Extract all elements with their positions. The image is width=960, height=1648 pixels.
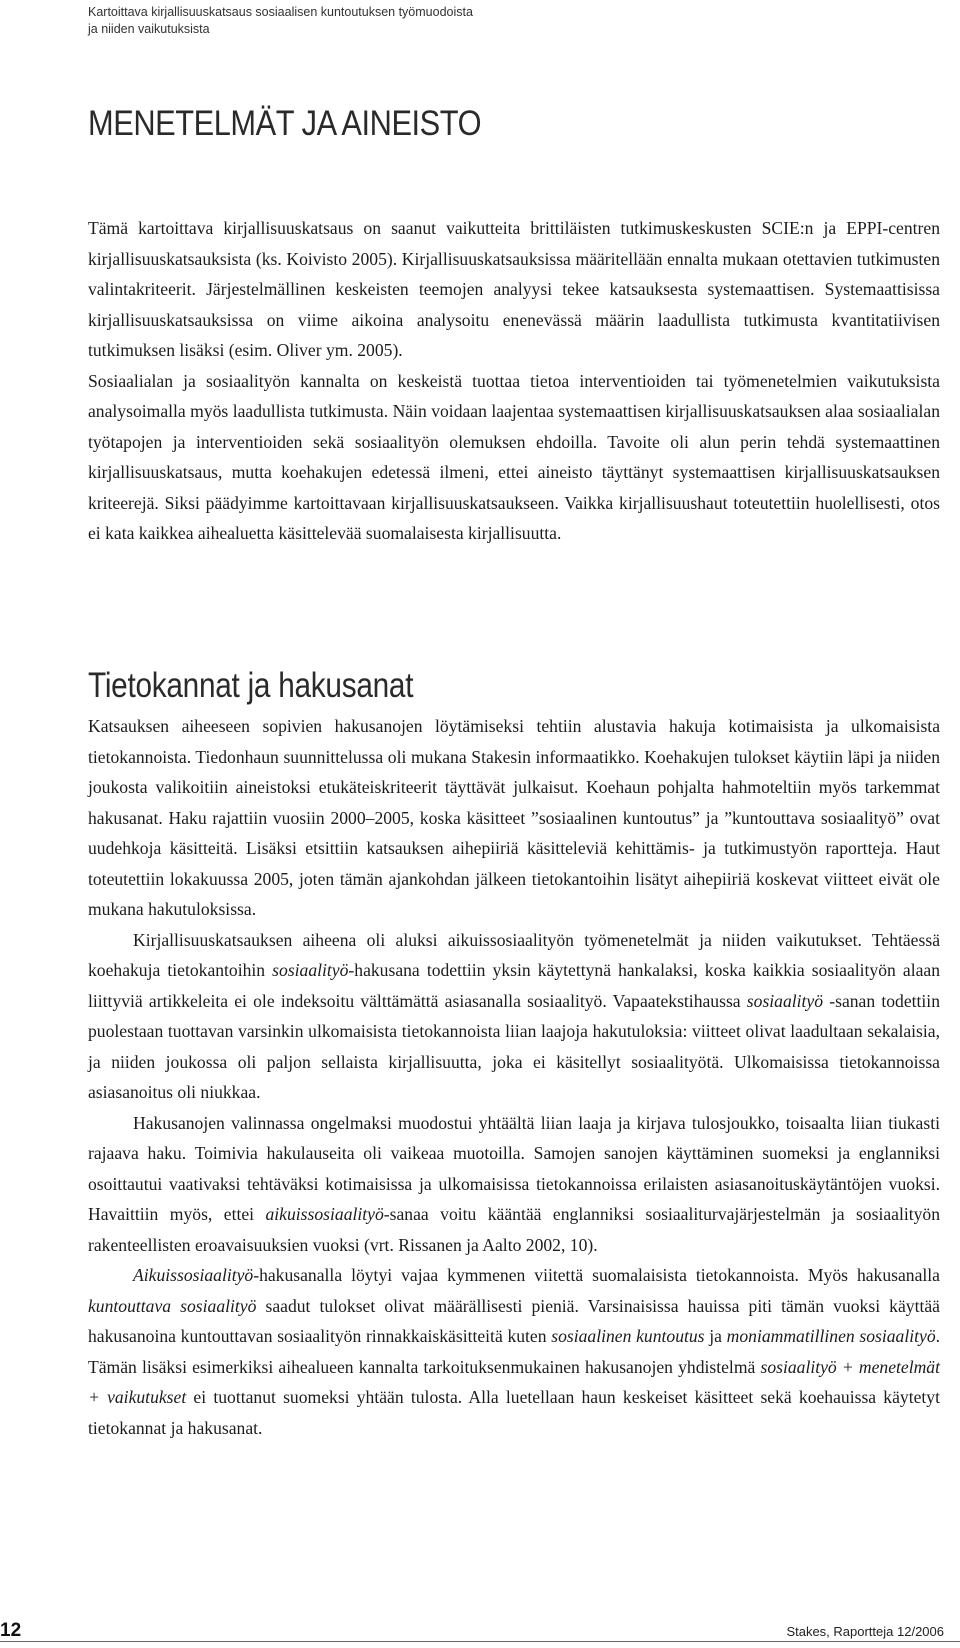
page-number: 12	[0, 1620, 22, 1641]
text-run: ja	[704, 1326, 727, 1346]
text-run: -hakusana todettiin yksin käytettynä hankalaksi, koska kaikkia sosiaalityön alaan liittyviä artikkeleita ei ole indeksoitu välttämättä asiasanalla sosiaalityö. Vapaatekstihaussa	[88, 960, 940, 1011]
running-header-line-2: ja niiden vaikutuksista	[88, 22, 210, 36]
italic-term: aikuissosiaalityö	[265, 1204, 384, 1224]
italic-term: sosiaalityö	[746, 990, 824, 1011]
italic-term: sosiaalinen kuntoutus	[551, 1326, 705, 1346]
italic-term: sosiaalityö + menetelmät + vaikutukset	[88, 1356, 940, 1407]
italic-term: Aikuissosiaalityö	[133, 1265, 254, 1285]
italic-term: sosiaalityö	[272, 960, 349, 980]
page-footer	[0, 1620, 960, 1648]
text-run: Kirjallisuuskatsauksen aiheena oli aluksi aikuissosiaalityön työmenetelmät ja niiden vaikutukset. Tehtäessä koehakuja tietokantoihin	[88, 929, 940, 980]
text-run: . Tämän lisäksi esimerkiksi aihealueen kannalta tarkoituksenmukainen hakusanojen yhdistelmä	[88, 1326, 941, 1377]
text-run: saadut tulokset olivat määrällisesti pieniä. Varsinaisissa hauissa piti tämän vuoksi käyttää hakusanoina kuntouttavan sosiaalityön rinnakkaiskäsitteitä kuten	[88, 1295, 940, 1346]
paragraph	[88, 1108, 940, 1261]
text-run: -sanan todettiin puolestaan tuottavan varsinkin ulkomaisista tietokannoista liian laajoja hakutuloksia: viitteet olivat laadultaan sekalaisia, ja niiden joukossa oli paljon sellaista kirjallisuutta, joka ei käsitellyt sosiaalityötä. Ulkomaisissa tietokannoissa asiasanoitus oli niukkaa.	[88, 990, 940, 1102]
text-run: Tämä kartoittava kirjallisuuskatsaus on saanut vaikutteita brittiläisten tutkimuskeskusten SCIE:n ja EPPI-centren kirjallisuuskatsauksista (ks. Koivisto 2005). Kirjallisuuskatsauksissa määritellään ennalta mukaan otettavien tutkimusten valintakriteerit. Järjestelmällinen keskeisten teemojen analyysi tekee katsauksesta systemaattisen. Systemaattisissa kirjallisuuskatsauksissa on viime aikoina analysoitu enenevässä määrin laadullista tutkimusta kvantitatiivisen tutkimuksen lisäksi (esim. Oliver ym. 2005).	[88, 218, 940, 360]
section-body-methods	[88, 213, 940, 549]
publication-source: Stakes, Raportteja 12/2006	[786, 1624, 944, 1639]
text-run: -hakusanalla löytyi vajaa kymmenen viitettä suomalaisista tietokannoista. Myös hakusanalla	[253, 1265, 940, 1285]
footer-divider	[0, 1641, 960, 1642]
text-run: Katsauksen aiheeseen sopivien hakusanojen löytämiseksi tehtiin alustavia hakuja kotimaisista ja ulkomaisista tietokannoista. Tiedonhaun suunnittelussa oli mukana Stakesin informaatikko. Koehakujen tulokset käytiin läpi ja niiden joukosta valikoitiin aineistoksi etukäteiskriteerit täyttävät julkaisut. Koehaun pohjalta hahmoteltiin myös tarkemmat hakusanat. Haku rajattiin vuosiin 2000–2005, koska käsitteet ”sosiaalinen kuntoutus” ja ”kuntouttava sosiaalityö” ovat uudehkoja käsitteitä. Lisäksi etsittiin katsauksen aihepiiriä käsitteleviä kehittämis- ja tutkimustyön raportteja. Haut toteutettiin lokakuussa 2005, joten tämän ajankohdan jälkeen tietokantoihin lisätyt aihepiiriä koskevat viitteet eivät ole mukana hakutuloksissa.	[88, 716, 940, 919]
paragraph	[88, 213, 940, 366]
paragraph	[88, 711, 940, 925]
paragraph	[88, 366, 940, 549]
running-header-line-1: Kartoittava kirjallisuuskatsaus sosiaalisen kuntoutuksen työmuodoista	[88, 5, 473, 19]
section-body-databases	[88, 711, 940, 1443]
running-header	[88, 4, 788, 38]
paragraph	[88, 925, 940, 1108]
text-run: Hakusanojen valinnassa ongelmaksi muodostui yhtäältä liian laaja ja kirjava tulosjoukko, toisaalta liian tiukasti rajaava haku. Toimivia hakulauseita oli vaikeaa muotoilla. Samojen sanojen käyttäminen suomeksi ja englanniksi osoittautui vaativaksi tehtäväksi kotimaisissa ja ulkomaisissa tietokannoissa erilaisten asiasanoituskäytäntöjen vuoksi. Havaittiin myös, ettei	[88, 1112, 940, 1224]
section-heading-databases: Tietokannat ja hakusanat	[88, 666, 414, 705]
text-run: ei tuottanut suomeksi yhtään tulosta. Alla luetellaan haun keskeiset käsitteet sekä koehauissa käytetyt tietokannat ja hakusanat.	[88, 1387, 940, 1438]
italic-term: moniammatillinen sosiaalityö	[726, 1326, 936, 1346]
text-run: -sanaa voitu kääntää englanniksi sosiaaliturvajärjestelmän ja sosiaalityön rakenteellisten eroavaisuuksien vuoksi (vrt. Rissanen ja Aalto 2002, 10).	[88, 1204, 941, 1255]
paragraph	[88, 1260, 940, 1443]
italic-term: kuntouttava sosiaalityö	[88, 1295, 257, 1316]
section-heading-methods: MENETELMÄT JA AINEISTO	[88, 104, 482, 143]
text-run: Sosiaalialan ja sosiaalityön kannalta on keskeistä tuottaa tietoa interventioiden tai työmenetelmien vaikutuksista analysoimalla myös laadullista tutkimusta. Näin voidaan laajentaa systemaattisen kirjallisuuskatsauksen alaa sosiaalialan työtapojen ja interventioiden sekä sosiaalityön olemuksen ehdoilla. Tavoite oli alun perin tehdä systemaattinen kirjallisuuskatsaus, mutta koehakujen edetessä ilmeni, ettei aineisto täyttänyt systemaattisen kirjallisuuskatsauksen kriteerejä. Siksi päädyimme kartoittavaan kirjallisuuskatsaukseen. Vaikka kirjallisuushaut toteutettiin huolellisesti, otos ei kata kaikkea aihealuetta käsittelevää suomalaisesta kirjallisuutta.	[88, 370, 940, 543]
